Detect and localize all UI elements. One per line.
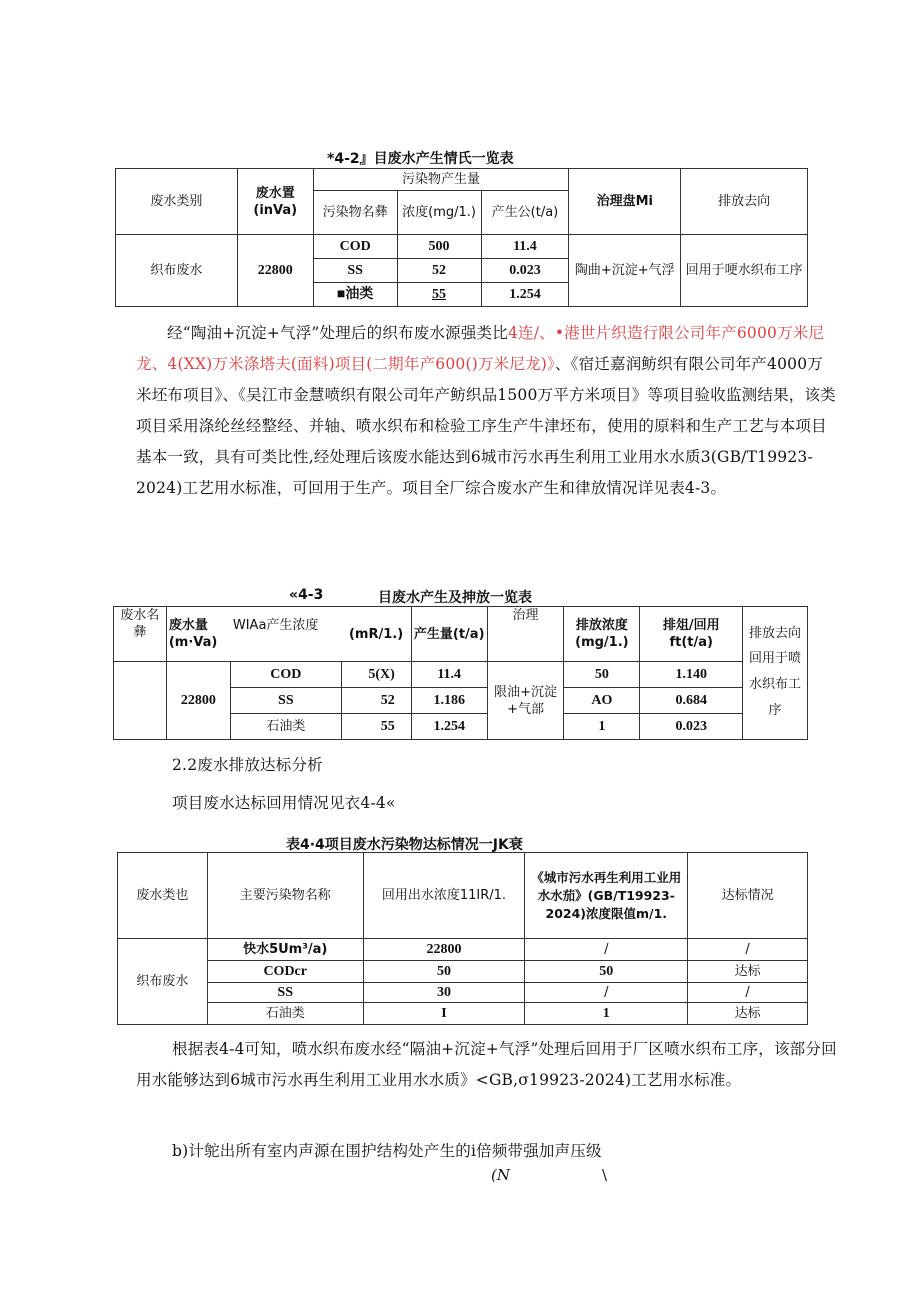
- t43-h-conc-b: (mR/1.): [341, 607, 411, 662]
- t43-treat: 限油+沉淀+气部: [487, 662, 564, 740]
- t43-row-name: 石油类: [230, 714, 341, 740]
- t43-row-dconc: 1: [564, 714, 640, 740]
- t44-row-limit: /: [525, 939, 688, 961]
- t44-h-std: 《城市污水再生利用工业用水水茄》(GB/T19923-2024)浓度限值m/1.: [525, 853, 688, 939]
- t43-h-disc-conc: 排放浓度(mg/1.): [564, 607, 640, 662]
- table44-caption: 表4·4项目废水污染物达标情况一JK衰: [286, 837, 523, 853]
- t44-row-name: SS: [207, 983, 363, 1003]
- t44-h-main: 主要污染物名称: [207, 853, 363, 939]
- t44-row-limit: 1: [525, 1003, 688, 1025]
- t44-row-val: 30: [363, 983, 525, 1003]
- t44-row-limit: 50: [525, 961, 688, 983]
- t43-h-vol: 废水量(m·Va): [168, 618, 218, 650]
- t43-h-conc-a: WIAa产生浓度: [232, 618, 319, 633]
- t43-row-dconc: AO: [564, 688, 640, 714]
- t44-row-status: /: [688, 939, 808, 961]
- t43-row-conc: 55: [341, 714, 411, 740]
- paragraph-3: b)计鸵出所有室内声源在围护结构处产生的i倍频带强加声压级: [172, 1142, 602, 1160]
- t43-row-amount: 11.4: [411, 662, 487, 688]
- t42-row-amount: 1.254: [481, 283, 569, 307]
- t43-row-amount: 1.254: [411, 714, 487, 740]
- t44-h-status: 达标情况: [688, 853, 808, 939]
- t42-h-type: 废水类别: [116, 169, 238, 235]
- t42-h-dest: 排放去向: [681, 169, 808, 235]
- t43-h-treat: 治理: [487, 607, 564, 662]
- t44-row-status: 达标: [688, 1003, 808, 1025]
- t43-h-reuse: 排俎/回用ft(t/a): [640, 607, 743, 662]
- t44-row-val: I: [363, 1003, 525, 1025]
- t42-row-conc: 52: [397, 259, 481, 283]
- table42-caption: *4-2』目废水产生情氏一览表: [327, 151, 514, 167]
- t44-h-reuse: 回用出水浓度11IR/1.: [363, 853, 525, 939]
- t44-row-name: 石油类: [207, 1003, 363, 1025]
- table43-caption-number: «4-3: [289, 587, 324, 603]
- t42-row-conc: 500: [397, 235, 481, 259]
- t42-h-treat: 治理盘Mi: [569, 169, 681, 235]
- table44-reference: 项目废水达标回用情况见衣4-4«: [172, 794, 396, 812]
- t42-h-pollution: 污染物产生量: [313, 169, 569, 191]
- t42-h-amount: 产生公(t/a): [481, 191, 569, 235]
- p1-text-b: 、《宿迁嘉润鲂织有限公司年产4000万米坯布项目》、《吴江市金慧喷织有限公司年产鲂织品1500万平方米项目》等项目验收监测结果，该类项目采用涤纶丝经整经、并轴、喷水织布和检验工序生产牛津坯布，使用的原料和生产工艺与本项目基本一致，具有可类比性,经处理后该废水能达到6城市污水再生利用工业用水水质3(GB/T19923-2024)工艺用水标准，可回用于生产。项目全厂综合废水产生和律放情况详见表4-3。: [136, 355, 836, 497]
- t44-row-name: 快水5Um³/a): [207, 939, 363, 961]
- t42-dest: 回用于哽水织布工序: [681, 235, 808, 307]
- p1-text-a: 经“陶油+沉淀+气浮”处理后的织布废水源强类比: [167, 324, 508, 342]
- t42-h-pname: 污染物名彝: [313, 191, 397, 235]
- section-heading: 2.2废水排放达标分析: [172, 756, 323, 774]
- t43-row-name: SS: [230, 688, 341, 714]
- t43-row-dconc: 50: [564, 662, 640, 688]
- t42-row-name: COD: [313, 235, 397, 259]
- paragraph-2: 根据表4-4可知，喷水织布废水经“隔油+沉淀+气浮”处理后回用于厂区喷水织布工序，该部分回用水能够达到6城市污水再生利用工业用水水质》<GB,σ19923-2024)工艺用水标准。: [136, 1040, 837, 1089]
- p1-text-red: 4连/、•港世片织造行限公司年产6000万米尼龙、4(XX)万米涤塔夫(面料)项目(二期年产600()万米尼龙)》: [136, 324, 825, 373]
- formula-fragment-left: (N: [491, 1166, 510, 1184]
- t43-h-name: 废水名彝: [114, 607, 167, 662]
- t42-row-name: SS: [313, 259, 397, 283]
- t43-row-reuse: 0.684: [640, 688, 743, 714]
- t44-row-limit: /: [525, 983, 688, 1003]
- t43-h-amount: 产生量(t/a): [411, 607, 487, 662]
- table-4-3: [113, 606, 808, 740]
- t44-row-status: /: [688, 983, 808, 1003]
- t42-type: 织布废水: [116, 235, 238, 307]
- t43-h-dest: 排放去向: [749, 626, 802, 641]
- t43-row-reuse: 0.023: [640, 714, 743, 740]
- t43-row-conc: 52: [341, 688, 411, 714]
- t42-row-conc: 55: [397, 283, 481, 307]
- t42-h-vol: 废水置(inVa): [237, 169, 313, 235]
- t42-row-amount: 11.4: [481, 235, 569, 259]
- table-4-4: [117, 852, 808, 1025]
- t43-vol: 22800: [166, 662, 230, 740]
- t44-row-name: CODcr: [207, 961, 363, 983]
- t43-row-reuse: 1.140: [640, 662, 743, 688]
- t42-row-amount: 0.023: [481, 259, 569, 283]
- t43-row-amount: 1.186: [411, 688, 487, 714]
- t42-row-name: ■油类: [313, 283, 397, 307]
- t43-row-conc: 5(X): [341, 662, 411, 688]
- t42-h-conc: 浓度(mg/1.): [397, 191, 481, 235]
- t43-dest: 回用于喷水织布工序: [749, 651, 802, 718]
- t44-type: 织布废水: [118, 939, 208, 1025]
- t44-row-val: 22800: [363, 939, 525, 961]
- paragraph-1: [136, 318, 836, 504]
- t44-row-val: 50: [363, 961, 525, 983]
- table43-caption-title: 目废水产生及抻放一览表: [378, 590, 532, 606]
- t43-row-name: COD: [230, 662, 341, 688]
- t42-vol: 22800: [237, 235, 313, 307]
- formula-fragment-right: \: [602, 1166, 608, 1184]
- table-4-2: [115, 168, 808, 307]
- t44-row-status: 达标: [688, 961, 808, 983]
- t44-h-type: 废水类也: [118, 853, 208, 939]
- t42-treat: 陶曲+沉淀+气浮: [569, 235, 681, 307]
